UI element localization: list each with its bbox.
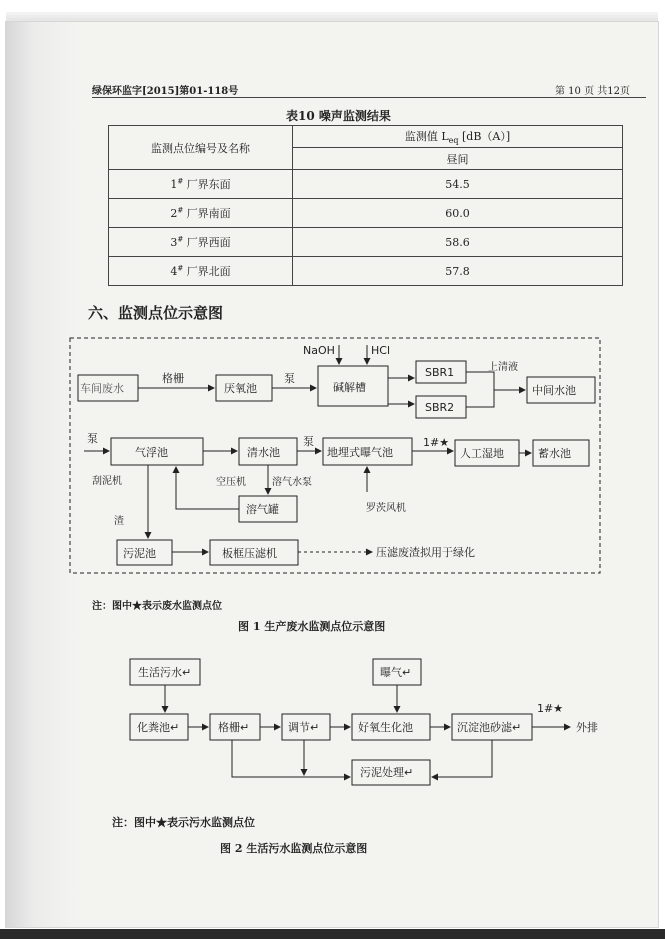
aeration-box: 曝气↵ [380, 666, 412, 679]
sediment-filter-box: 沉淀池砂滤↵ [457, 721, 522, 734]
naoh-label: NaOH [303, 344, 335, 357]
table-row: 2# 厂界南面 60.0 [109, 199, 623, 228]
monitoring-point-2: 1#★ [537, 702, 564, 715]
table-row: 1# 厂界东面 54.5 [109, 170, 623, 199]
figure1-caption: 图 1 生产废水监测点位示意图 [238, 620, 386, 633]
filter-press-box: 板框压滤机 [222, 547, 277, 560]
scan-bottom-edge [0, 929, 665, 939]
sludge-treatment-box: 污泥处理↵ [360, 766, 414, 779]
table-row: 3# 厂界西面 58.6 [109, 228, 623, 257]
table-row: 4# 厂界北面 57.8 [109, 257, 623, 286]
grille-label: 格栅 [162, 372, 184, 385]
dissolve-tank-box: 溶气罐 [246, 503, 279, 516]
anaerobic-tank-box: 厌氧池 [224, 382, 257, 395]
outlet-label: 外排 [576, 721, 598, 734]
supernatant-label: 上清液 [488, 362, 518, 373]
table-title: 表10 噪声监测结果 [286, 109, 391, 123]
pump2-label: 泵 [303, 435, 314, 448]
roots-blower-label: 罗茨风机 [366, 503, 406, 514]
sbr1-box: SBR1 [425, 366, 455, 379]
report-number: 绿保环监字[2015]第01-118号 [92, 86, 239, 97]
aerobic-tank-box: 好氧生化池 [358, 721, 413, 734]
wetland-box: 人工湿地 [460, 447, 504, 460]
figure2-note: 注：图中★表示污水监测点位 [112, 816, 255, 829]
aeration-pool-box: 地埋式曝气池 [327, 446, 393, 459]
col-header-daytime: 昼间 [293, 148, 623, 170]
residue-label: 渣 [114, 516, 124, 527]
scraper-label: 刮泥机 [92, 476, 122, 487]
section-title: 六、监测点位示意图 [88, 304, 224, 322]
filter-note-label: 压滤废渣拟用于绿化 [376, 546, 475, 559]
air-float-box: 气浮池 [135, 446, 168, 459]
adjust-box: 调节↵ [288, 721, 320, 734]
figure1-note: 注：图中★表示废水监测点位 [92, 601, 222, 612]
hcl-label: HCl [371, 344, 391, 357]
workshop-wastewater-box: 车间废水 [80, 382, 124, 395]
compressor-label: 空压机 [216, 477, 246, 488]
domestic-wastewater-box: 生活污水↵ [138, 666, 192, 679]
sludge-pool-box: 污泥池 [123, 547, 156, 560]
alkali-tank-box: 碱解槽 [333, 381, 366, 394]
sbr2-box: SBR2 [425, 401, 455, 414]
figure2-caption: 图 2 生活污水监测点位示意图 [220, 842, 368, 855]
page-number: 第 10 页 共12页 [555, 86, 630, 97]
pump-label: 泵 [284, 372, 295, 385]
dissolve-pump-label: 溶气水泵 [272, 477, 312, 488]
grille2-box: 格栅↵ [218, 721, 250, 734]
monitoring-point-1: 1#★ [423, 436, 450, 449]
clear-pool-box: 清水池 [247, 446, 280, 459]
col-header-value: 监测值 $L_{eq}$ [dB（A）] [293, 126, 623, 148]
storage-pool-box: 蓄水池 [538, 447, 571, 460]
pump-in-label: 泵 [87, 432, 98, 445]
intermediate-pool-box: 中间水池 [532, 384, 576, 397]
septic-tank-box: 化粪池↵ [137, 721, 180, 734]
col-header-location: 监测点位编号及名称 [109, 126, 293, 170]
